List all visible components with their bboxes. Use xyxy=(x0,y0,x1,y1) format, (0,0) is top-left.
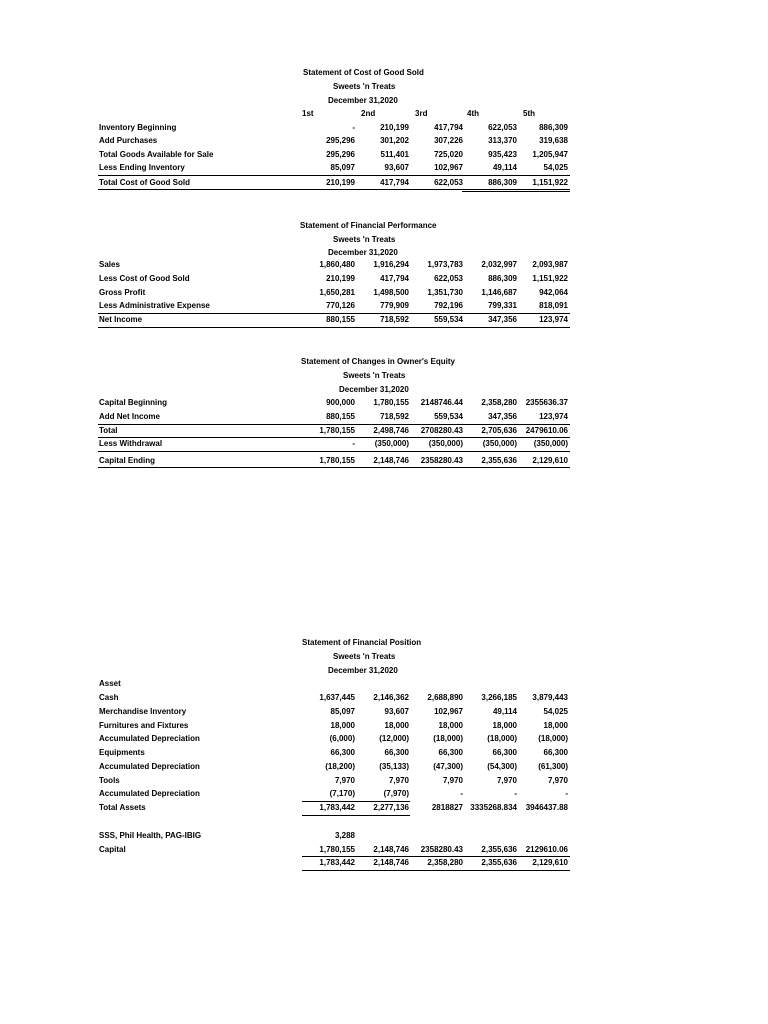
cell: (47,300) xyxy=(433,762,463,771)
cell: 1,151,922 xyxy=(532,274,568,283)
row-label: Capital xyxy=(99,845,126,854)
divider xyxy=(302,815,410,816)
cell: 886,309 xyxy=(488,274,517,283)
cell: 1,783,442 xyxy=(319,803,355,812)
row-label: Equipments xyxy=(99,748,145,757)
cell: 799,331 xyxy=(488,301,517,310)
cell: 718,592 xyxy=(380,412,409,421)
cell: (18,000) xyxy=(433,734,463,743)
cell: 1,860,480 xyxy=(319,260,355,269)
cell: (54,300) xyxy=(487,762,517,771)
cell: 1,780,155 xyxy=(373,398,409,407)
cell: (18,000) xyxy=(538,734,568,743)
cell: 2355636.37 xyxy=(525,398,568,407)
cell: - xyxy=(514,789,517,798)
row-label: Total Assets xyxy=(99,803,146,812)
divider xyxy=(98,467,570,468)
cell: 1,780,155 xyxy=(319,456,355,465)
cell: 7,970 xyxy=(334,776,355,785)
cell: 313,370 xyxy=(488,136,517,145)
cell: 622,053 xyxy=(434,178,463,187)
divider xyxy=(98,437,570,438)
row-label: Less Withdrawal xyxy=(99,439,163,448)
row-label: Inventory Beginning xyxy=(99,123,177,132)
cell: (12,000) xyxy=(379,734,409,743)
cell: 3335268.834 xyxy=(470,803,517,812)
cell: 123,974 xyxy=(539,412,568,421)
cell: - xyxy=(460,789,463,798)
cell: 93,607 xyxy=(384,163,409,172)
cell: 622,053 xyxy=(434,274,463,283)
cell: (350,000) xyxy=(533,439,568,448)
row-label: Capital Beginning xyxy=(99,398,167,407)
period-header-1: 1st xyxy=(302,109,314,118)
cell: (350,000) xyxy=(374,439,409,448)
row-label: Total xyxy=(99,426,118,435)
cell: 1,973,783 xyxy=(427,260,463,269)
divider xyxy=(98,451,570,452)
cell: 2479610.06 xyxy=(525,426,568,435)
cell: 102,967 xyxy=(434,707,463,716)
row-label: Cash xyxy=(99,693,119,702)
cell: 1,780,155 xyxy=(319,426,355,435)
asset-header: Asset xyxy=(99,679,121,688)
cell: 2358280.43 xyxy=(420,456,463,465)
cell: 2,688,890 xyxy=(427,693,463,702)
cell: 1,205,947 xyxy=(532,150,568,159)
cell: 3,266,185 xyxy=(481,693,517,702)
row-label: Total Goods Available for Sale xyxy=(99,150,214,159)
cell: 559,534 xyxy=(434,315,463,324)
perf-company: Sweets 'n Treats xyxy=(333,235,396,244)
cell: 2,355,636 xyxy=(481,858,517,867)
row-label: Gross Profit xyxy=(99,288,146,297)
cell: 18,000 xyxy=(438,721,463,730)
cell: 18,000 xyxy=(384,721,409,730)
cell: 718,592 xyxy=(380,315,409,324)
cell: 770,126 xyxy=(326,301,355,310)
cell: 2129610.06 xyxy=(525,845,568,854)
row-label: Add Purchases xyxy=(99,136,158,145)
divider xyxy=(98,313,570,314)
cell: 417,794 xyxy=(380,274,409,283)
cell: 1,498,500 xyxy=(373,288,409,297)
cell: 2,498,746 xyxy=(373,426,409,435)
cell: 49,114 xyxy=(492,707,517,716)
cell: 935,423 xyxy=(488,150,517,159)
cell: 49,114 xyxy=(492,163,517,172)
cell: 886,309 xyxy=(539,123,568,132)
cell: 1,650,281 xyxy=(319,288,355,297)
cell: 2148746.44 xyxy=(420,398,463,407)
cell: 1,351,730 xyxy=(427,288,463,297)
cell: 2708280.43 xyxy=(420,426,463,435)
cell: 210,199 xyxy=(326,274,355,283)
cell: 2,148,746 xyxy=(373,858,409,867)
row-label: Furnitures and Fixtures xyxy=(99,721,189,730)
cell: 818,091 xyxy=(539,301,568,310)
divider xyxy=(302,801,410,802)
cell: (18,000) xyxy=(487,734,517,743)
row-label: Accumulated Depreciation xyxy=(99,762,200,771)
cell: 511,401 xyxy=(380,150,409,159)
row-label: Merchandise Inventory xyxy=(99,707,187,716)
cell: 319,638 xyxy=(539,136,568,145)
cell: 880,155 xyxy=(326,315,355,324)
position-date: December 31,2020 xyxy=(328,666,398,675)
cell: 347,356 xyxy=(488,412,517,421)
cell: 301,202 xyxy=(380,136,409,145)
divider xyxy=(302,856,570,857)
position-company: Sweets 'n Treats xyxy=(333,652,396,661)
cell: (18,200) xyxy=(325,762,355,771)
period-header-4: 4th xyxy=(467,109,479,118)
cell: 18,000 xyxy=(330,721,355,730)
cell: 559,534 xyxy=(434,412,463,421)
cell: 66,300 xyxy=(492,748,517,757)
cell: 1,146,687 xyxy=(481,288,517,297)
cell: - xyxy=(565,789,568,798)
cell: 1,780,155 xyxy=(319,845,355,854)
cell: 85,097 xyxy=(330,163,355,172)
cell: 295,296 xyxy=(326,150,355,159)
divider xyxy=(98,189,570,190)
cell: 66,300 xyxy=(330,748,355,757)
row-label: Tools xyxy=(99,776,120,785)
cell: 102,967 xyxy=(434,163,463,172)
cell: 1,916,294 xyxy=(373,260,409,269)
perf-date: December 31,2020 xyxy=(328,248,398,257)
cell: 3,288 xyxy=(334,831,355,840)
cell: 7,970 xyxy=(496,776,517,785)
cell: (35,133) xyxy=(379,762,409,771)
equity-title: Statement of Changes in Owner's Equity xyxy=(301,357,455,366)
cogs-date: December 31,2020 xyxy=(328,96,398,105)
cell: 792,196 xyxy=(434,301,463,310)
row-label: Sales xyxy=(99,260,120,269)
cell: 900,000 xyxy=(326,398,355,407)
row-label: Less Ending Inventory xyxy=(99,163,185,172)
cell: 123,974 xyxy=(539,315,568,324)
double-underline xyxy=(462,191,570,192)
cell: 7,970 xyxy=(442,776,463,785)
cell: 3,879,443 xyxy=(532,693,568,702)
cell: 2,148,746 xyxy=(373,456,409,465)
cell: 2358280.43 xyxy=(420,845,463,854)
cell: 2,129,610 xyxy=(532,858,568,867)
cell: 2,358,280 xyxy=(427,858,463,867)
cell: 7,970 xyxy=(388,776,409,785)
cell: (61,300) xyxy=(538,762,568,771)
row-label: Accumulated Depreciation xyxy=(99,734,200,743)
cell: 2,358,280 xyxy=(481,398,517,407)
cell: 886,309 xyxy=(488,178,517,187)
divider xyxy=(98,327,570,328)
equity-company: Sweets 'n Treats xyxy=(343,371,406,380)
cell: 417,794 xyxy=(434,123,463,132)
cell: 1,783,442 xyxy=(319,858,355,867)
equity-date: December 31,2020 xyxy=(339,385,409,394)
cell: 622,053 xyxy=(488,123,517,132)
row-label: Accumulated Depreciation xyxy=(99,789,200,798)
cell: 93,607 xyxy=(384,707,409,716)
cell: 2,277,136 xyxy=(373,803,409,812)
cell: (350,000) xyxy=(482,439,517,448)
row-label: Add Net Income xyxy=(99,412,160,421)
cell: 66,300 xyxy=(438,748,463,757)
cell: 2,148,746 xyxy=(373,845,409,854)
cell: 779,909 xyxy=(380,301,409,310)
cell: 2818827 xyxy=(431,803,463,812)
cell: 2,146,362 xyxy=(373,693,409,702)
row-label: SSS, Phil Health, PAG-IBIG xyxy=(99,831,202,840)
cell: - xyxy=(352,439,355,448)
cell: 2,032,997 xyxy=(481,260,517,269)
cell: 725,020 xyxy=(434,150,463,159)
cell: 85,097 xyxy=(330,707,355,716)
cell: (7,170) xyxy=(329,789,355,798)
cell: 2,705,636 xyxy=(481,426,517,435)
cell: 2,355,636 xyxy=(481,845,517,854)
cell: 1,151,922 xyxy=(532,178,568,187)
cell: 942,064 xyxy=(539,288,568,297)
period-header-3: 3rd xyxy=(415,109,428,118)
cell: (7,970) xyxy=(383,789,409,798)
row-label: Net Income xyxy=(99,315,143,324)
cell: 18,000 xyxy=(543,721,568,730)
cell: 3946437.88 xyxy=(525,803,568,812)
cogs-title: Statement of Cost of Good Sold xyxy=(303,68,424,77)
cell: 66,300 xyxy=(543,748,568,757)
divider xyxy=(98,175,570,176)
cell: 2,355,636 xyxy=(481,456,517,465)
divider xyxy=(302,870,570,871)
cell: 1,637,445 xyxy=(319,693,355,702)
row-label: Capital Ending xyxy=(99,456,155,465)
cell: 54,025 xyxy=(543,163,568,172)
cell: 880,155 xyxy=(326,412,355,421)
cell: 54,025 xyxy=(543,707,568,716)
position-title: Statement of Financial Position xyxy=(302,638,422,647)
cell: (6,000) xyxy=(329,734,355,743)
period-header-2: 2nd xyxy=(361,109,376,118)
row-label: Total Cost of Good Sold xyxy=(99,178,190,187)
cell: 18,000 xyxy=(492,721,517,730)
cell: 2,129,610 xyxy=(532,456,568,465)
cogs-company: Sweets 'n Treats xyxy=(333,82,396,91)
cell: 7,970 xyxy=(547,776,568,785)
row-label: Less Cost of Good Sold xyxy=(99,274,190,283)
cell: 66,300 xyxy=(384,748,409,757)
cell: (350,000) xyxy=(428,439,463,448)
cell: 2,093,987 xyxy=(532,260,568,269)
row-label: Less Administrative Expense xyxy=(99,301,210,310)
cell: 210,199 xyxy=(326,178,355,187)
period-header-5: 5th xyxy=(523,109,535,118)
cell: 307,226 xyxy=(434,136,463,145)
cell: 210,199 xyxy=(380,123,409,132)
cell: 295,296 xyxy=(326,136,355,145)
cell: - xyxy=(352,123,355,132)
divider xyxy=(98,424,570,425)
cell: 417,794 xyxy=(380,178,409,187)
cell: 347,356 xyxy=(488,315,517,324)
perf-title: Statement of Financial Performance xyxy=(300,221,437,230)
